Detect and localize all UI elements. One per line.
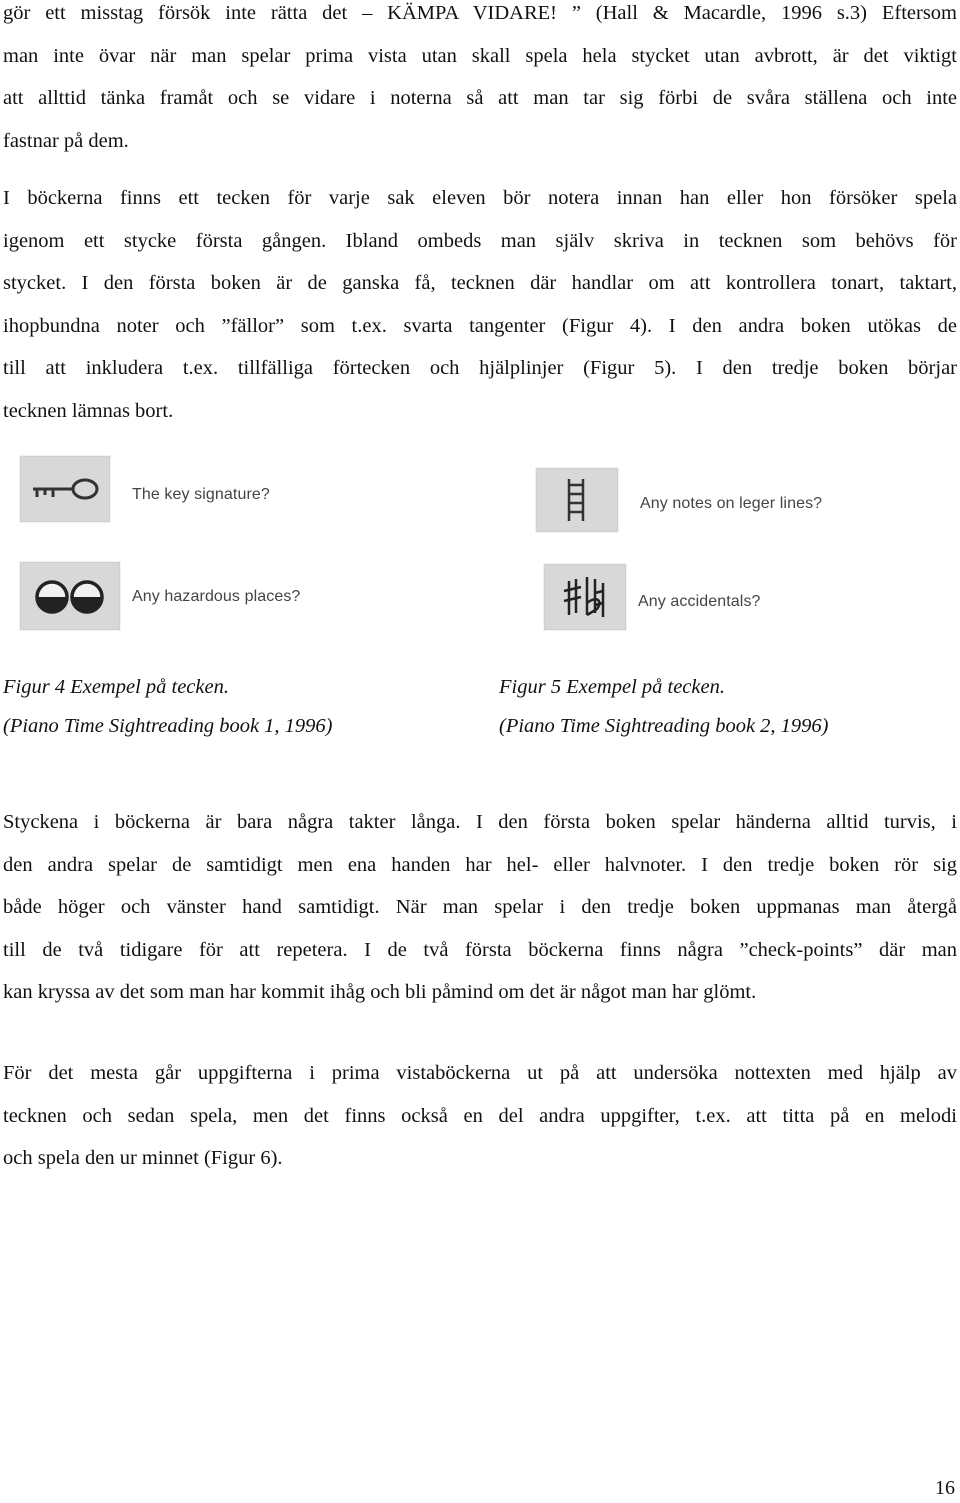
text-line: gör ett misstag försök inte rätta det – KÄMPA VIDARE! ” (Hall & Macardle, 1996 s.3) Eftersom [3,2,957,24]
text-line: tecknen lämnas bort. [3,399,174,422]
text-line: För det mesta går uppgifterna i prima vistaböckerna ut på att undersöka nottexten med hjälp av [3,1062,957,1084]
text-line: och spela den ur minnet (Figur 6). [3,1147,283,1169]
sign-caption: Any hazardous places? [132,588,301,605]
paragraph-3 [3,801,957,1014]
sign-accidentals [544,564,626,630]
figure-4 [0,440,480,640]
sign-leger-lines [536,468,618,532]
text-line: stycket. I den första boken är de ganska få, tecknen där handlar om att kontrollera tonart, taktart, [3,272,957,294]
text-line: både höger och vänster hand samtidigt. När man spelar i den tredje boken uppmanas man återgå [3,896,957,918]
sign-caption: The key signature? [132,486,270,503]
figure-4-caption: Figur 4 Exempel på tecken. [3,676,229,698]
text-line: till de två tidigare för att repetera. I de två första böckerna finns några ”check-points” där man [3,938,957,961]
sign-caption: Any notes on leger lines? [640,495,823,512]
sign-key-signature [20,456,110,522]
figure-4-source: (Piano Time Sightreading book 1, 1996) [3,715,333,737]
figure-5-caption: Figur 5 Exempel på tecken. [499,676,725,698]
sign-hazardous-places [20,562,120,630]
text-line: fastnar på dem. [3,129,129,152]
eyes-icon [21,563,119,629]
text-line: den andra spelar de samtidigt men ena handen har hel- eller halvnoter. I den tredje boken rör sig [3,853,957,876]
text-line: igenom ett stycke första gången. Ibland ombeds man själv skriva in tecknen som behövs för [3,229,957,252]
paragraph-1 [3,0,957,162]
paragraph-2 [3,177,957,432]
paragraph-4 [3,1052,957,1180]
text-line: att allttid tänka framåt och se vidare i noterna så att man tar sig förbi de svåra ställena och inte [3,87,957,109]
key-icon [21,457,109,521]
ladder-icon [537,469,617,531]
text-line: Styckena i böckerna är bara några takter långa. I den första boken spelar händerna alltid turvis, i [3,811,957,833]
sign-caption: Any accidentals? [638,593,761,610]
accidentals-icon [545,565,625,629]
text-line: man inte övar när man spelar prima vista utan skall spela hela stycket utan avbrott, är det viktigt [3,44,957,67]
text-line: tecknen och sedan spela, men det finns också en del andra uppgifter, t.ex. att titta på en melodi [3,1104,957,1127]
page-number: 16 [935,1477,955,1499]
text-line: ihopbundna noter och ”fällor” som t.ex. svarta tangenter (Figur 4). I den andra boken utökas de [3,314,957,337]
text-line: kan kryssa av det som man har kommit ihåg och bli påmind om det är något man har glömt. [3,981,757,1003]
figure-5 [480,440,960,640]
text-line: till att inkludera t.ex. tillfälliga förtecken och hjälplinjer (Figur 5). I den tredje boken börjar [3,357,957,379]
figure-5-source: (Piano Time Sightreading book 2, 1996) [499,715,829,737]
text-line: I böckerna finns ett tecken för varje sak eleven bör notera innan han eller hon försöker spela [3,187,957,209]
